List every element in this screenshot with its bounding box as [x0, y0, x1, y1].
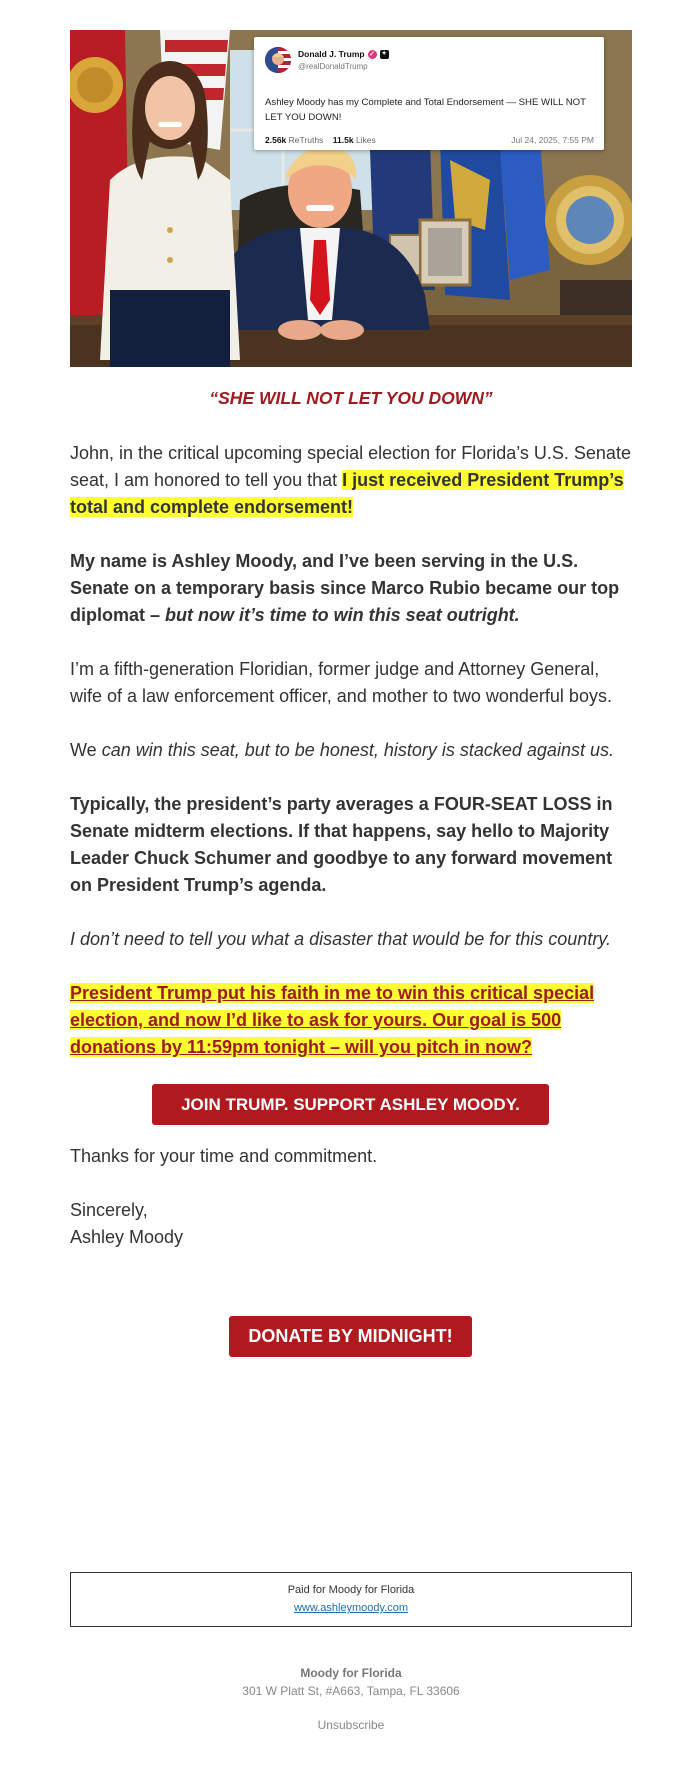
history-italic: can win this seat, but to be honest, history is stacked against us.: [101, 740, 614, 760]
signature: Ashley Moody: [70, 1227, 184, 1247]
post-author: [298, 49, 389, 59]
paragraph-bio: I’m a fifth-generation Floridian, former judge and Attorney General, wife of a law enforcement officer, and mother to two wonderful boys.: [70, 659, 612, 706]
about-emphasis: but now it’s time to win this seat outright.: [165, 605, 520, 625]
platform-badge-icon: ✦: [381, 50, 387, 57]
donate-button[interactable]: DONATE BY MIDNIGHT!: [229, 1316, 472, 1357]
verified-badge-icon: ✓: [369, 50, 376, 58]
join-support-button[interactable]: JOIN TRUMP. SUPPORT ASHLEY MOODY.: [152, 1084, 549, 1125]
paragraph-midterms: Typically, the president’s party averages a FOUR-SEAT LOSS in Senate midterm elections. If that happens, say hello to Majority Leader Chuck Schumer and goodbye to any forward movement on President Trump’s agenda.: [70, 794, 613, 895]
signoff-text: Sincerely,: [70, 1200, 148, 1220]
website-link[interactable]: www.ashleymoody.com: [293, 1602, 409, 1614]
paragraph-about: [70, 548, 635, 629]
signoff: [70, 1197, 635, 1251]
avatar: [265, 47, 291, 73]
paragraph-disaster: I don’t need to tell you what a disaster that would be for this country.: [70, 929, 611, 949]
donation-ask-link[interactable]: President Trump put his faith in me to win this critical special election, and now I’d like to ask for yours. Our goal is 500 donations by 11:59pm tonight – will you pitch in now?: [70, 983, 595, 1057]
post-author-name: Donald J. Trump: [298, 49, 365, 59]
headline: “SHE WILL NOT LET YOU DOWN”: [209, 388, 493, 408]
likes-count: 11.5k: [332, 135, 354, 145]
post-stats: [265, 135, 376, 145]
post-text: Ashley Moody has my Complete and Total Endorsement — SHE WILL NOT LET YOU DOWN!: [265, 97, 586, 123]
history-prefix: We: [70, 740, 102, 760]
footer-org: Moody for Florida: [300, 1666, 402, 1680]
retruths-count: 2.56k: [265, 135, 287, 145]
post-handle: @realDonaldTrump: [298, 62, 368, 71]
footer-address: 301 W Platt St, #A663, Tampa, FL 33606: [242, 1684, 460, 1698]
paragraph-intro: [70, 440, 635, 521]
endorsement-highlight: I just received President Trump’s total and complete endorsement!: [70, 470, 624, 517]
paragraph-thanks: Thanks for your time and commitment.: [70, 1146, 378, 1166]
post-date: Jul 24, 2025, 7:55 PM: [511, 135, 594, 145]
intro-text: John, in the critical upcoming special election for Florida’s U.S. Senate seat, I am honored to tell you that: [70, 443, 631, 490]
paid-for-text: Paid for Moody for Florida: [287, 1584, 415, 1596]
avatar-image: [265, 47, 291, 73]
social-post-card[interactable]: [254, 37, 604, 150]
unsubscribe-link[interactable]: Unsubscribe: [317, 1718, 385, 1732]
hero-photo: [70, 30, 632, 367]
likes-label: Likes: [355, 135, 376, 145]
retruths-label: ReTruths: [288, 135, 324, 145]
about-text: My name is Ashley Moody, and I’ve been serving in the U.S. Senate on a temporary basis since Marco Rubio became our top diplomat –: [70, 551, 620, 625]
paragraph-ask: [70, 980, 635, 1061]
paragraph-history: [70, 737, 635, 764]
paid-for-box: [70, 1572, 632, 1627]
